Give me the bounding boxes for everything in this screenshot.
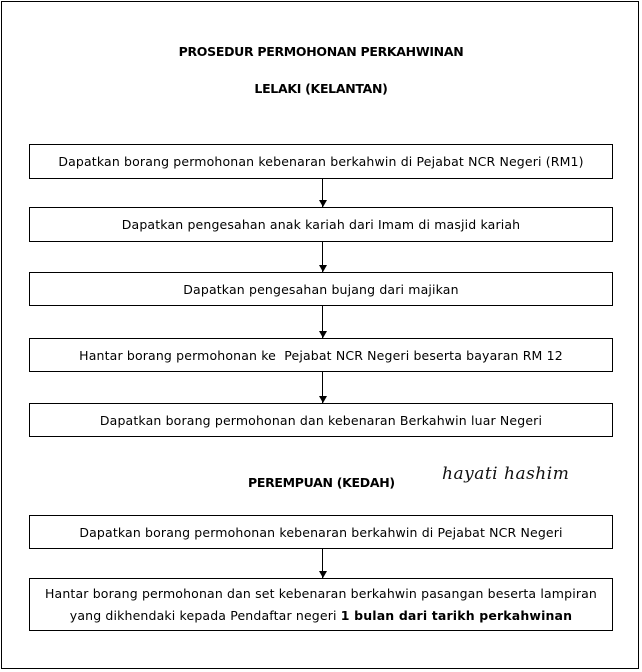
arrow-down-icon — [322, 372, 323, 403]
flow-step-5-text: Dapatkan borang permohonan dan kebenaran Berkahwin luar Negeri — [99, 412, 543, 428]
flow-step-4 — [29, 338, 613, 372]
flow-step-1-text: Dapatkan borang permohonan kebenaran berkahwin di Pejabat NCR Negeri (RM1) — [58, 154, 584, 169]
flow-step-3 — [29, 272, 613, 306]
flow-step-7-deadline: 1 bulan dari tarikh perkahwinan — [340, 607, 573, 623]
arrow-down-icon — [322, 242, 323, 272]
flow-step-7 — [29, 578, 613, 631]
document-title: PROSEDUR PERMOHONAN PERKAHWINAN — [178, 44, 464, 59]
arrow-down-icon — [322, 549, 323, 578]
arrow-down-icon — [322, 179, 323, 207]
flow-step-3-text: Dapatkan pengesahan bujang dari majikan — [183, 281, 459, 297]
flow-step-6 — [29, 515, 613, 549]
section-heading-perempuan: PEREMPUAN (KEDAH) — [248, 475, 395, 490]
author-signature: hayati hashim — [442, 464, 570, 484]
flow-step-4-text: Hantar borang permohonan ke Pejabat NCR Negeri beserta bayaran RM 12 — [79, 347, 563, 363]
flow-step-5 — [29, 403, 613, 437]
flow-step-7-line-2 — [70, 605, 572, 627]
flow-step-1 — [29, 144, 613, 179]
flow-step-7-line-1: Hantar borang permohonan dan set kebenaran berkahwin pasangan beserta lampiran — [44, 585, 597, 601]
flow-step-7-line-2-normal: yang dikhendaki kepada Pendaftar negeri — [69, 607, 341, 623]
arrow-down-icon — [322, 306, 323, 338]
flow-step-6-text: Dapatkan borang permohonan kebenaran berkahwin di Pejabat NCR Negeri — [79, 524, 563, 540]
section-heading-lelaki: LELAKI (KELANTAN) — [254, 81, 388, 96]
flow-step-2 — [29, 207, 613, 242]
flow-step-2-text: Dapatkan pengesahan anak kariah dari Imam di masjid kariah — [121, 217, 521, 232]
